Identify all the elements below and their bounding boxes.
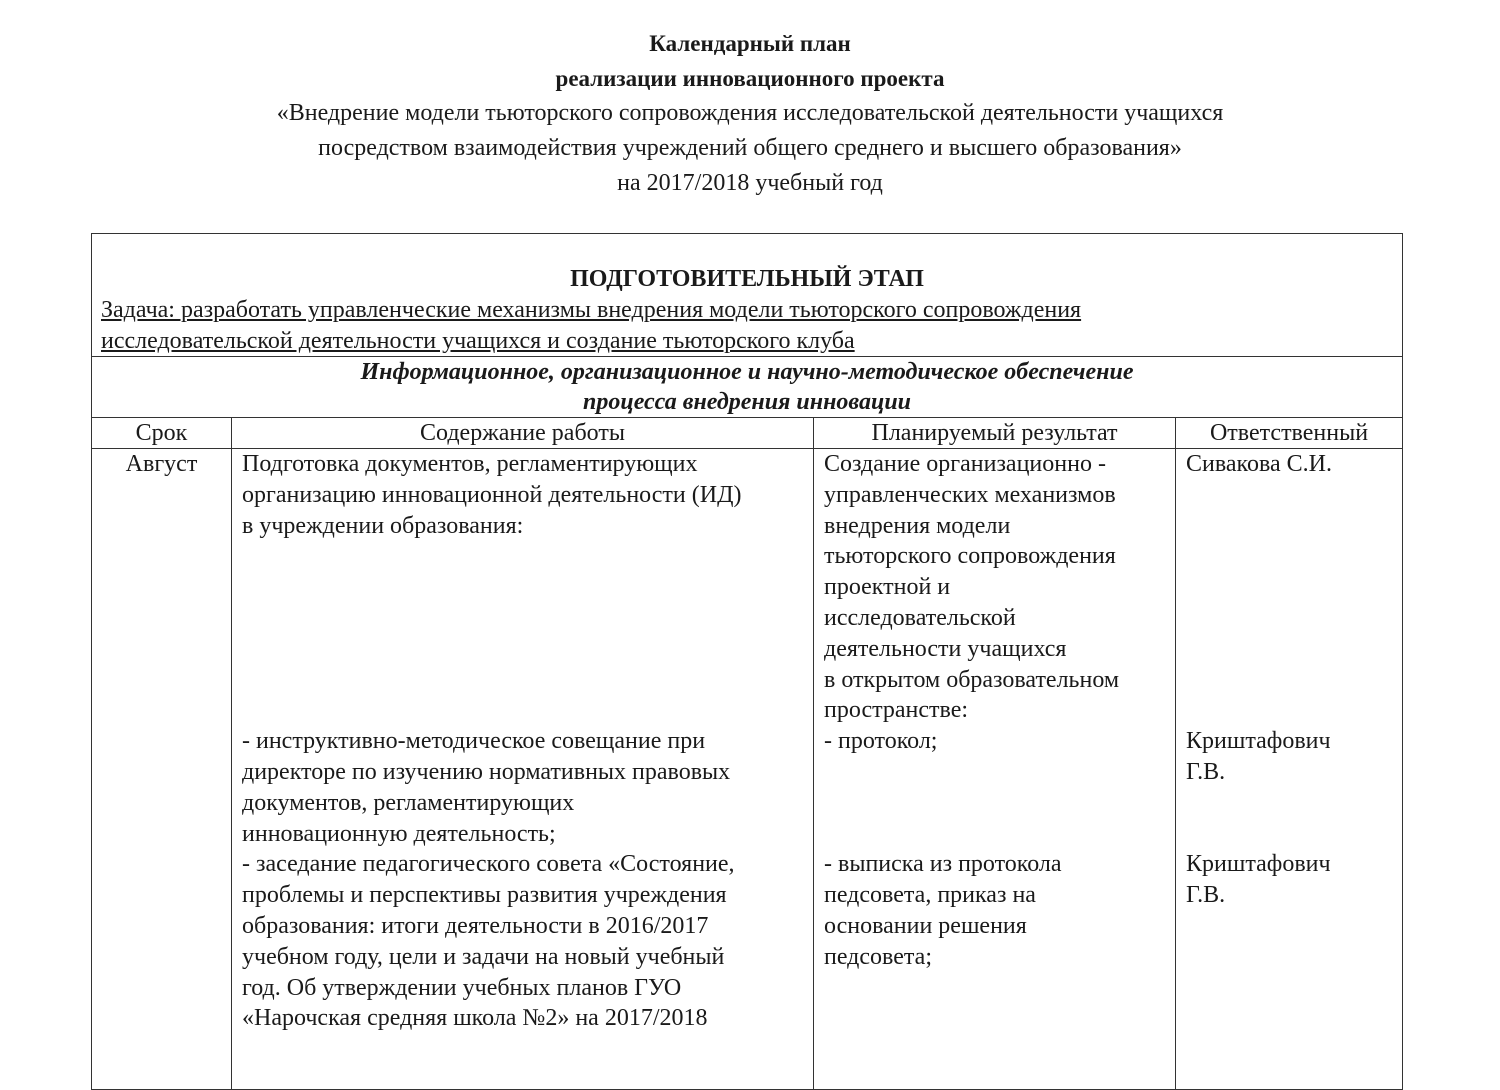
content-line: - заседание педагогического совета «Состояние,: [242, 851, 735, 878]
column-header-row: [92, 418, 1403, 449]
responsible-initials: Г.В.: [1186, 758, 1226, 785]
stage-title: ПОДГОТОВИТЕЛЬНЫЙ ЭТАП: [570, 266, 924, 292]
content-line: «Нарочская средняя школа №2» на 2017/2018: [242, 1005, 708, 1032]
responsible-initials: Г.В.: [1186, 882, 1226, 909]
responsible-name: Сивакова С.И.: [1186, 451, 1332, 477]
content-line: проблемы и перспективы развития учреждения: [242, 882, 727, 909]
stage-cell: [92, 234, 1403, 357]
content-line: год. Об утверждении учебных планов ГУО: [242, 974, 682, 1001]
academic-year: на 2017/2018 учебный год: [617, 170, 883, 196]
document-header: [0, 26, 1500, 201]
column-header-result: Планируемый результат: [814, 418, 1176, 449]
project-name-line1: «Внедрение модели тьюторского сопровождения исследовательской деятельности учащихся: [276, 100, 1224, 126]
content-line: организацию инновационной деятельности (ИД): [242, 481, 742, 508]
spacer: [824, 757, 1169, 849]
plan-table: [91, 233, 1403, 1090]
result-line: пространстве:: [824, 697, 969, 724]
result-line: исследовательской: [824, 604, 1016, 631]
result-line: тьюторского сопровождения: [824, 543, 1116, 570]
content-line: Подготовка документов, регламентирующих: [242, 451, 698, 477]
content-line: образования: итоги деятельности в 2016/2017: [242, 912, 709, 939]
column-header-content: Содержание работы: [232, 418, 814, 449]
section-title-line2: процесса внедрения инновации: [583, 389, 912, 415]
column-header-responsible: Ответственный: [1176, 418, 1403, 449]
result-line: в открытом образовательном: [824, 666, 1120, 693]
stage-task-line1: Задача: разработать управленческие механизмы внедрения модели тьюторского сопровождения: [101, 297, 1082, 323]
result-line: проектной и: [824, 574, 951, 601]
content-line: документов, регламентирующих: [242, 789, 575, 816]
result-line: внедрения модели: [824, 512, 1011, 539]
plan-subtitle: реализации инновационного проекта: [555, 66, 945, 91]
spacer: [1186, 788, 1396, 850]
result-line: педсовета;: [824, 943, 932, 970]
responsible-cell: [1176, 449, 1403, 1090]
content-line: директоре по изучению нормативных правовых: [242, 758, 731, 785]
content-cell: [232, 449, 814, 1090]
result-line: - выписка из протокола: [824, 851, 1062, 878]
spacer: [242, 541, 807, 726]
responsible-name: Криштафович: [1186, 728, 1331, 755]
result-line: управленческих механизмов: [824, 481, 1116, 508]
result-line: педсовета, приказ на: [824, 882, 1036, 909]
column-header-term: Срок: [92, 418, 232, 449]
result-line: - протокол;: [824, 728, 938, 755]
stage-task-line2: исследовательской деятельности учащихся и создание тьюторского клуба: [101, 327, 855, 354]
spacer: [1186, 480, 1396, 726]
section-title-line1: Информационное, организационное и научно-методическое обеспечение: [360, 359, 1134, 385]
section-row: [92, 357, 1403, 418]
result-cell: [814, 449, 1176, 1090]
responsible-name: Криштафович: [1186, 851, 1331, 878]
result-line: Создание организационно -: [824, 451, 1106, 477]
project-name-line2: посредством взаимодействия учреждений общего среднего и высшего образования»: [318, 135, 1182, 161]
term-value: Август: [125, 451, 198, 477]
content-line: - инструктивно-методическое совещание при: [242, 728, 706, 755]
term-cell: [92, 449, 232, 1090]
content-line: учебном году, цели и задачи на новый учебный: [242, 943, 725, 970]
section-cell: [92, 357, 1403, 418]
result-line: деятельности учащихся: [824, 635, 1067, 662]
stage-row: [92, 234, 1403, 357]
result-line: основании решения: [824, 912, 1027, 939]
table-row: [92, 449, 1403, 1090]
plan-title: Календарный план: [649, 31, 851, 56]
content-line: инновационную деятельность;: [242, 820, 556, 847]
content-line: в учреждении образования:: [242, 512, 524, 539]
